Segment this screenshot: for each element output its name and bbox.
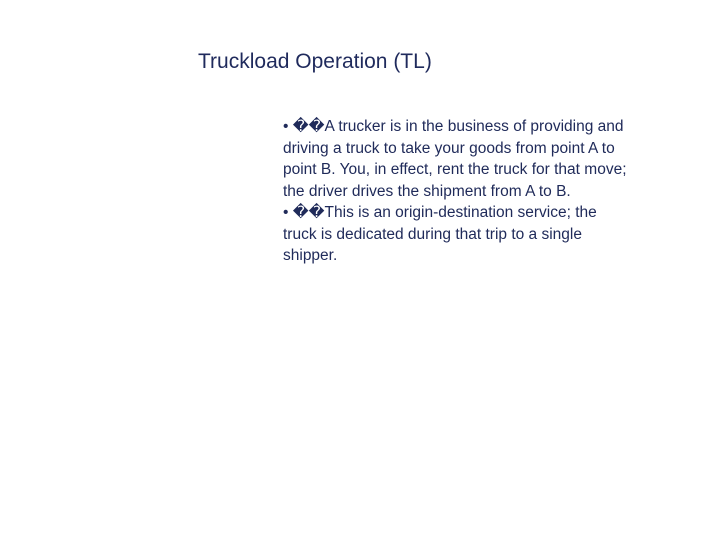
- bullet-item: [283, 202, 628, 267]
- bullet-text: A trucker is in the business of providing and driving a truck to take your goods from point A to point B. You, in effect, rent the truck for that move; the driver drives the shipment from A to B.: [283, 118, 627, 200]
- bullet-prefix: • ��: [283, 204, 325, 221]
- bullet-prefix: • ��: [283, 118, 325, 135]
- bullet-text: This is an origin-destination service; the truck is dedicated during that trip to a single shipper.: [283, 204, 597, 264]
- slide-title: Truckload Operation (TL): [198, 50, 432, 73]
- bullet-list: [283, 116, 628, 267]
- bullet-item: [283, 116, 628, 202]
